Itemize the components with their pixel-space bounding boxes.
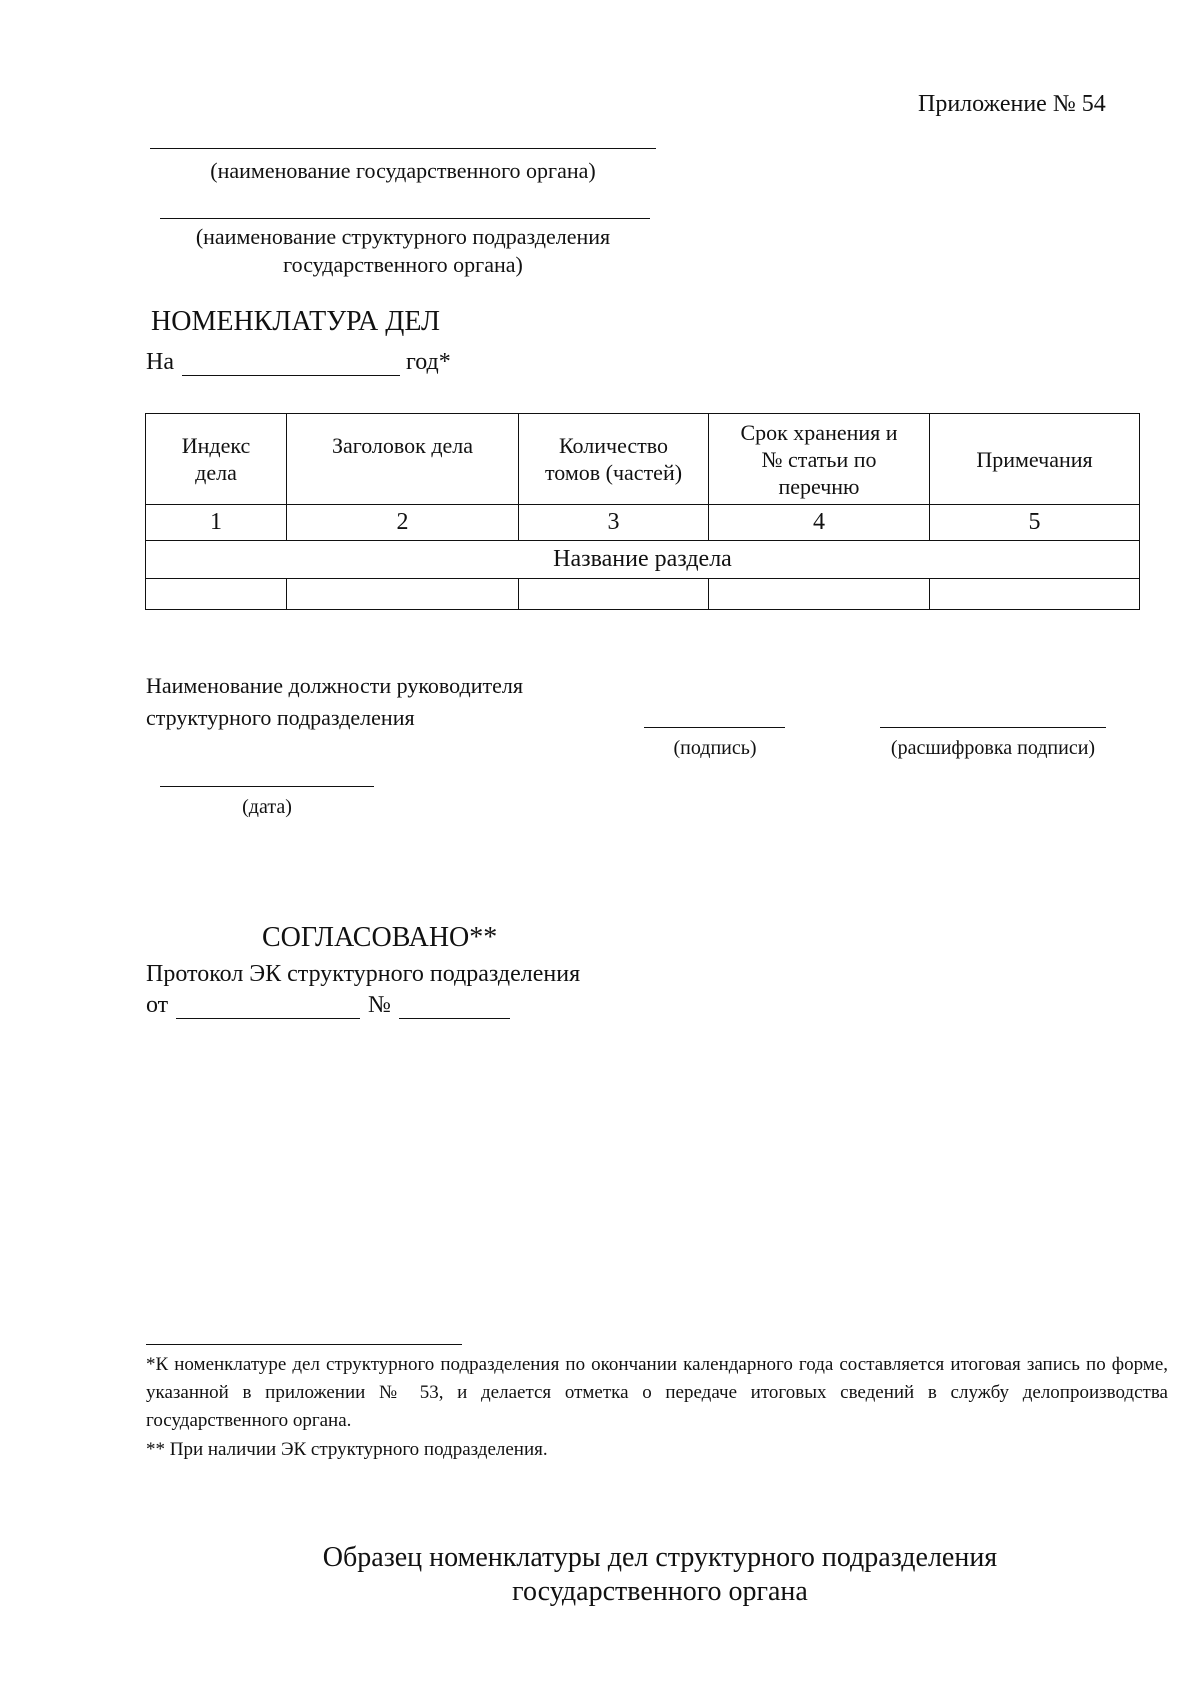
signature-decode-caption: (расшифровка подписи) [890, 737, 1096, 759]
head-position-line1: Наименование должности руководителя [146, 673, 523, 698]
approval-number-line [399, 1018, 510, 1019]
subdivision-caption-line2: государственного органа) [283, 252, 523, 277]
head-position-line2: структурного подразделения [146, 705, 415, 730]
signature-caption: (подпись) [673, 737, 757, 759]
subdivision-name-line [160, 218, 650, 219]
table-empty-divider-3 [708, 578, 709, 609]
footnote-separator [146, 1344, 462, 1345]
year-prefix: На [146, 349, 174, 375]
document-title: НОМЕНКЛАТУРА ДЕЛ [151, 306, 441, 337]
date-line [160, 786, 374, 787]
signature-decode-line [880, 727, 1106, 728]
table-header-notes: Примечания [976, 446, 1093, 472]
subdivision-caption-line1: (наименование структурного подразделения [195, 224, 611, 249]
table-header-title: Заголовок дела [331, 432, 474, 458]
approval-date-line [176, 1018, 360, 1019]
table-colnum-5: 5 [1028, 509, 1041, 535]
table-header-volumes: Количество томов (частей) [544, 433, 683, 485]
sample-caption-line2: государственного органа [512, 1576, 808, 1607]
table-colnum-1: 1 [210, 509, 222, 535]
table-colnum-3: 3 [607, 509, 620, 535]
approval-from-label: от [146, 992, 169, 1018]
table-border-right [1139, 413, 1140, 610]
sample-caption-line1: Образец номенклатуры дел структурного подразделения [322, 1542, 998, 1573]
year-suffix: год* [406, 349, 451, 375]
table-border-bottom [145, 609, 1140, 610]
appendix-label: Приложение № 54 [918, 91, 1106, 117]
approval-number-label: № [368, 992, 391, 1018]
org-name-caption: (наименование государственного органа) [210, 158, 596, 183]
approval-protocol: Протокол ЭК структурного подразделения [146, 961, 581, 987]
signature-line [644, 727, 785, 728]
table-empty-divider-1 [286, 578, 287, 609]
table-section-title: Название раздела [553, 546, 732, 572]
table-empty-divider-2 [518, 578, 519, 609]
footnote-1: *К номенклатуре дел структурного подразделения по окончании календарного года составляется итоговая запись по форме, указанной в приложении № 53, и делается отметка о передаче итоговых сведений в службу делопроизводства государственного органа. [146, 1354, 1168, 1431]
org-name-line [150, 148, 656, 149]
table-header-index: Индекс дела [181, 433, 251, 485]
table-header-retention: Срок хранения и № статьи по перечню [740, 419, 898, 499]
table-section-divider [145, 578, 1140, 579]
approval-title: СОГЛАСОВАНО** [262, 922, 498, 953]
table-colnum-2: 2 [396, 509, 409, 535]
table-empty-divider-4 [929, 578, 930, 609]
footnote-2: ** При наличии ЭК структурного подразделения. [146, 1439, 548, 1460]
year-line [182, 375, 400, 376]
date-caption: (дата) [242, 796, 292, 818]
table-colnum-4: 4 [813, 509, 825, 535]
